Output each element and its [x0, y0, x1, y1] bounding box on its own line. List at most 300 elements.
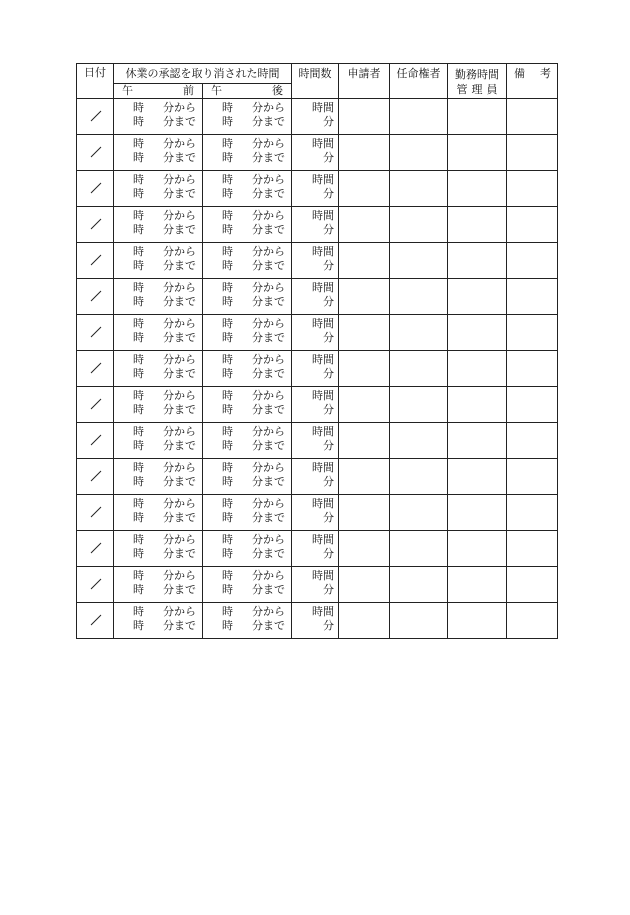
hours-cell[interactable] [292, 279, 339, 315]
am-end-min-label: 分まで [163, 619, 196, 632]
date-slash-icon [90, 578, 102, 590]
am-end-min-label: 分まで [163, 151, 196, 164]
table-body [77, 99, 558, 639]
remarks-cell[interactable] [507, 459, 558, 495]
hours-cell[interactable] [292, 99, 339, 135]
pm-end-min-label: 分まで [252, 547, 285, 560]
pm-time-cell[interactable] [203, 423, 292, 459]
date-cell[interactable] [77, 495, 114, 531]
am-time-cell[interactable] [114, 531, 203, 567]
am-end-hour-label: 時 [133, 583, 144, 596]
applicant-seal-cell[interactable] [339, 567, 390, 603]
pm-end-hour-label: 時 [222, 475, 233, 488]
header-hours: 時間数 [292, 64, 339, 99]
manager-seal-cell[interactable] [448, 603, 507, 639]
date-cell[interactable] [77, 99, 114, 135]
hours-unit-label: 時間 [312, 605, 334, 618]
am-end-min-label: 分まで [163, 367, 196, 380]
table-row [77, 495, 558, 531]
pm-start-hour-label: 時 [222, 605, 233, 618]
minutes-unit-label: 分 [323, 115, 334, 128]
date-slash-icon [90, 506, 102, 518]
pm-start-min-label: 分から [252, 245, 285, 258]
header-applicant: 申請者 [339, 64, 390, 99]
applicant-seal-cell[interactable] [339, 531, 390, 567]
pm-time-cell[interactable] [203, 495, 292, 531]
applicant-seal-cell[interactable] [339, 423, 390, 459]
remarks-cell[interactable] [507, 387, 558, 423]
remarks-cell[interactable] [507, 243, 558, 279]
hours-unit-label: 時間 [312, 533, 334, 546]
am-time-cell[interactable] [114, 423, 203, 459]
am-start-min-label: 分から [163, 389, 196, 402]
am-time-cell[interactable] [114, 279, 203, 315]
manager-label-line1: 勤務時間 [455, 68, 499, 81]
date-slash-icon [90, 218, 102, 230]
date-slash-icon [90, 362, 102, 374]
remarks-cell[interactable] [507, 531, 558, 567]
applicant-seal-cell[interactable] [339, 243, 390, 279]
am-start-min-label: 分から [163, 569, 196, 582]
am-start-hour-label: 時 [133, 101, 144, 114]
pm-start-min-label: 分から [252, 173, 285, 186]
pm-label-right: 後 [272, 84, 283, 97]
am-label-left: 午 [122, 84, 133, 97]
minutes-unit-label: 分 [323, 295, 334, 308]
am-end-min-label: 分まで [163, 511, 196, 524]
remarks-cell[interactable] [507, 171, 558, 207]
am-end-hour-label: 時 [133, 619, 144, 632]
table-row [77, 531, 558, 567]
manager-seal-cell[interactable] [448, 243, 507, 279]
am-end-hour-label: 時 [133, 511, 144, 524]
am-start-hour-label: 時 [133, 533, 144, 546]
date-cell[interactable] [77, 171, 114, 207]
pm-time-cell[interactable] [203, 459, 292, 495]
hours-unit-label: 時間 [312, 137, 334, 150]
am-start-hour-label: 時 [133, 605, 144, 618]
pm-time-cell[interactable] [203, 351, 292, 387]
authority-seal-cell[interactable] [390, 135, 448, 171]
pm-start-hour-label: 時 [222, 317, 233, 330]
header-work-time-manager [448, 64, 507, 99]
minutes-unit-label: 分 [323, 439, 334, 452]
applicant-seal-cell[interactable] [339, 99, 390, 135]
pm-end-min-label: 分まで [252, 367, 285, 380]
pm-start-min-label: 分から [252, 137, 285, 150]
am-end-hour-label: 時 [133, 439, 144, 452]
minutes-unit-label: 分 [323, 331, 334, 344]
am-start-hour-label: 時 [133, 497, 144, 510]
minutes-unit-label: 分 [323, 475, 334, 488]
date-slash-icon [90, 290, 102, 302]
am-time-cell[interactable] [114, 495, 203, 531]
pm-end-min-label: 分まで [252, 583, 285, 596]
table-row [77, 135, 558, 171]
pm-start-hour-label: 時 [222, 389, 233, 402]
hours-unit-label: 時間 [312, 569, 334, 582]
hours-unit-label: 時間 [312, 245, 334, 258]
pm-start-min-label: 分から [252, 461, 285, 474]
am-end-min-label: 分まで [163, 475, 196, 488]
pm-end-min-label: 分まで [252, 151, 285, 164]
remarks-cell[interactable] [507, 567, 558, 603]
remarks-label-right: 考 [540, 67, 551, 80]
date-cell[interactable] [77, 459, 114, 495]
table-row [77, 567, 558, 603]
pm-start-hour-label: 時 [222, 497, 233, 510]
authority-seal-cell[interactable] [390, 387, 448, 423]
manager-seal-cell[interactable] [448, 495, 507, 531]
am-time-cell[interactable] [114, 603, 203, 639]
authority-seal-cell[interactable] [390, 531, 448, 567]
pm-start-hour-label: 時 [222, 533, 233, 546]
pm-time-cell[interactable] [203, 135, 292, 171]
date-slash-icon [90, 182, 102, 194]
pm-start-min-label: 分から [252, 605, 285, 618]
pm-start-hour-label: 時 [222, 209, 233, 222]
date-cell[interactable] [77, 387, 114, 423]
leave-cancellation-form [76, 63, 557, 639]
minutes-unit-label: 分 [323, 403, 334, 416]
am-end-min-label: 分まで [163, 115, 196, 128]
pm-end-hour-label: 時 [222, 295, 233, 308]
table-row [77, 207, 558, 243]
date-cell[interactable] [77, 279, 114, 315]
pm-end-min-label: 分まで [252, 259, 285, 272]
am-time-cell[interactable] [114, 135, 203, 171]
authority-seal-cell[interactable] [390, 603, 448, 639]
minutes-unit-label: 分 [323, 259, 334, 272]
authority-seal-cell[interactable] [390, 567, 448, 603]
minutes-unit-label: 分 [323, 511, 334, 524]
am-start-hour-label: 時 [133, 281, 144, 294]
manager-seal-cell[interactable] [448, 351, 507, 387]
date-slash-icon [90, 434, 102, 446]
pm-end-min-label: 分まで [252, 619, 285, 632]
am-start-hour-label: 時 [133, 461, 144, 474]
pm-start-hour-label: 時 [222, 281, 233, 294]
hours-cell[interactable] [292, 207, 339, 243]
applicant-seal-cell[interactable] [339, 207, 390, 243]
am-start-min-label: 分から [163, 425, 196, 438]
date-cell[interactable] [77, 135, 114, 171]
pm-end-hour-label: 時 [222, 619, 233, 632]
pm-start-min-label: 分から [252, 497, 285, 510]
remarks-cell[interactable] [507, 207, 558, 243]
minutes-unit-label: 分 [323, 619, 334, 632]
date-cell[interactable] [77, 351, 114, 387]
date-cell[interactable] [77, 243, 114, 279]
pm-end-hour-label: 時 [222, 151, 233, 164]
remarks-cell[interactable] [507, 495, 558, 531]
minutes-unit-label: 分 [323, 583, 334, 596]
minutes-unit-label: 分 [323, 547, 334, 560]
hours-cell[interactable] [292, 135, 339, 171]
authority-seal-cell[interactable] [390, 171, 448, 207]
minutes-unit-label: 分 [323, 223, 334, 236]
hours-unit-label: 時間 [312, 497, 334, 510]
date-cell[interactable] [77, 531, 114, 567]
applicant-seal-cell[interactable] [339, 603, 390, 639]
pm-start-min-label: 分から [252, 353, 285, 366]
am-end-hour-label: 時 [133, 367, 144, 380]
pm-end-hour-label: 時 [222, 547, 233, 560]
manager-seal-cell[interactable] [448, 459, 507, 495]
pm-start-hour-label: 時 [222, 137, 233, 150]
manager-seal-cell[interactable] [448, 315, 507, 351]
pm-start-min-label: 分から [252, 533, 285, 546]
authority-seal-cell[interactable] [390, 243, 448, 279]
hours-cell[interactable] [292, 315, 339, 351]
date-slash-icon [90, 326, 102, 338]
date-slash-icon [90, 470, 102, 482]
manager-seal-cell[interactable] [448, 207, 507, 243]
am-end-min-label: 分まで [163, 439, 196, 452]
am-start-hour-label: 時 [133, 425, 144, 438]
minutes-unit-label: 分 [323, 367, 334, 380]
header-pm [203, 84, 292, 99]
hours-unit-label: 時間 [312, 173, 334, 186]
authority-seal-cell[interactable] [390, 207, 448, 243]
hours-unit-label: 時間 [312, 101, 334, 114]
hours-unit-label: 時間 [312, 353, 334, 366]
pm-end-min-label: 分まで [252, 115, 285, 128]
pm-end-hour-label: 時 [222, 223, 233, 236]
authority-seal-cell[interactable] [390, 279, 448, 315]
pm-end-min-label: 分まで [252, 223, 285, 236]
am-end-hour-label: 時 [133, 475, 144, 488]
hours-cell[interactable] [292, 495, 339, 531]
am-end-min-label: 分まで [163, 223, 196, 236]
am-time-cell[interactable] [114, 243, 203, 279]
am-start-min-label: 分から [163, 461, 196, 474]
remarks-cell[interactable] [507, 135, 558, 171]
table-row [77, 351, 558, 387]
hours-cell[interactable] [292, 459, 339, 495]
pm-time-cell[interactable] [203, 603, 292, 639]
leave-cancellation-table [76, 63, 558, 639]
date-slash-icon [90, 146, 102, 158]
pm-start-min-label: 分から [252, 101, 285, 114]
hours-cell[interactable] [292, 243, 339, 279]
hours-cell[interactable] [292, 423, 339, 459]
applicant-seal-cell[interactable] [339, 171, 390, 207]
manager-seal-cell[interactable] [448, 423, 507, 459]
am-end-hour-label: 時 [133, 547, 144, 560]
pm-start-min-label: 分から [252, 281, 285, 294]
pm-end-hour-label: 時 [222, 583, 233, 596]
pm-start-min-label: 分から [252, 569, 285, 582]
am-time-cell[interactable] [114, 351, 203, 387]
applicant-seal-cell[interactable] [339, 387, 390, 423]
pm-time-cell[interactable] [203, 243, 292, 279]
pm-start-hour-label: 時 [222, 425, 233, 438]
hours-cell[interactable] [292, 567, 339, 603]
remarks-cell[interactable] [507, 279, 558, 315]
table-row [77, 243, 558, 279]
am-end-hour-label: 時 [133, 223, 144, 236]
authority-seal-cell[interactable] [390, 423, 448, 459]
hours-unit-label: 時間 [312, 389, 334, 402]
applicant-seal-cell[interactable] [339, 135, 390, 171]
manager-seal-cell[interactable] [448, 387, 507, 423]
manager-seal-cell[interactable] [448, 531, 507, 567]
am-time-cell[interactable] [114, 99, 203, 135]
pm-time-cell[interactable] [203, 171, 292, 207]
manager-seal-cell[interactable] [448, 567, 507, 603]
table-row [77, 99, 558, 135]
am-start-min-label: 分から [163, 245, 196, 258]
table-row [77, 459, 558, 495]
date-cell[interactable] [77, 423, 114, 459]
pm-end-hour-label: 時 [222, 367, 233, 380]
authority-seal-cell[interactable] [390, 351, 448, 387]
date-slash-icon [90, 254, 102, 266]
pm-time-cell[interactable] [203, 99, 292, 135]
date-slash-icon [90, 542, 102, 554]
am-start-min-label: 分から [163, 605, 196, 618]
pm-time-cell[interactable] [203, 531, 292, 567]
authority-seal-cell[interactable] [390, 495, 448, 531]
applicant-seal-cell[interactable] [339, 279, 390, 315]
pm-end-min-label: 分まで [252, 439, 285, 452]
table-row [77, 171, 558, 207]
am-start-min-label: 分から [163, 173, 196, 186]
am-end-hour-label: 時 [133, 331, 144, 344]
pm-start-hour-label: 時 [222, 461, 233, 474]
header-date: 日付 [77, 64, 114, 99]
am-end-min-label: 分まで [163, 547, 196, 560]
am-time-cell[interactable] [114, 387, 203, 423]
manager-label-line2: 管理員 [456, 83, 502, 96]
header-remarks [507, 64, 558, 99]
am-start-min-label: 分から [163, 281, 196, 294]
pm-end-min-label: 分まで [252, 475, 285, 488]
table-row [77, 603, 558, 639]
am-start-hour-label: 時 [133, 317, 144, 330]
manager-seal-cell[interactable] [448, 171, 507, 207]
pm-end-min-label: 分まで [252, 403, 285, 416]
remarks-cell[interactable] [507, 603, 558, 639]
pm-end-min-label: 分まで [252, 331, 285, 344]
pm-time-cell[interactable] [203, 315, 292, 351]
table-row [77, 315, 558, 351]
date-cell[interactable] [77, 207, 114, 243]
applicant-seal-cell[interactable] [339, 495, 390, 531]
am-start-hour-label: 時 [133, 569, 144, 582]
am-end-hour-label: 時 [133, 115, 144, 128]
pm-start-min-label: 分から [252, 209, 285, 222]
hours-cell[interactable] [292, 387, 339, 423]
applicant-seal-cell[interactable] [339, 459, 390, 495]
remarks-cell[interactable] [507, 315, 558, 351]
am-start-min-label: 分から [163, 497, 196, 510]
pm-start-hour-label: 時 [222, 173, 233, 186]
pm-start-min-label: 分から [252, 389, 285, 402]
date-cell[interactable] [77, 315, 114, 351]
am-time-cell[interactable] [114, 459, 203, 495]
pm-start-min-label: 分から [252, 425, 285, 438]
am-start-hour-label: 時 [133, 137, 144, 150]
date-slash-icon [90, 398, 102, 410]
date-slash-icon [90, 110, 102, 122]
hours-cell[interactable] [292, 531, 339, 567]
pm-end-min-label: 分まで [252, 511, 285, 524]
pm-start-hour-label: 時 [222, 101, 233, 114]
am-label-right: 前 [183, 84, 194, 97]
header-appointing-authority: 任命権者 [390, 64, 448, 99]
am-end-hour-label: 時 [133, 151, 144, 164]
remarks-cell[interactable] [507, 99, 558, 135]
am-end-min-label: 分まで [163, 583, 196, 596]
hours-cell[interactable] [292, 603, 339, 639]
am-end-hour-label: 時 [133, 403, 144, 416]
remarks-cell[interactable] [507, 423, 558, 459]
manager-seal-cell[interactable] [448, 99, 507, 135]
pm-time-cell[interactable] [203, 207, 292, 243]
am-end-hour-label: 時 [133, 187, 144, 200]
pm-start-min-label: 分から [252, 317, 285, 330]
manager-seal-cell[interactable] [448, 135, 507, 171]
am-start-min-label: 分から [163, 101, 196, 114]
am-time-cell[interactable] [114, 171, 203, 207]
authority-seal-cell[interactable] [390, 315, 448, 351]
minutes-unit-label: 分 [323, 187, 334, 200]
table-row [77, 423, 558, 459]
am-time-cell[interactable] [114, 567, 203, 603]
pm-end-hour-label: 時 [222, 115, 233, 128]
am-end-hour-label: 時 [133, 295, 144, 308]
hours-unit-label: 時間 [312, 461, 334, 474]
authority-seal-cell[interactable] [390, 459, 448, 495]
date-cell[interactable] [77, 567, 114, 603]
am-time-cell[interactable] [114, 315, 203, 351]
table-row [77, 387, 558, 423]
applicant-seal-cell[interactable] [339, 315, 390, 351]
pm-end-hour-label: 時 [222, 331, 233, 344]
manager-seal-cell[interactable] [448, 279, 507, 315]
table-row [77, 279, 558, 315]
applicant-seal-cell[interactable] [339, 351, 390, 387]
pm-start-hour-label: 時 [222, 569, 233, 582]
hours-unit-label: 時間 [312, 281, 334, 294]
am-time-cell[interactable] [114, 207, 203, 243]
am-end-hour-label: 時 [133, 259, 144, 272]
pm-label-left: 午 [211, 84, 222, 97]
minutes-unit-label: 分 [323, 151, 334, 164]
am-start-hour-label: 時 [133, 173, 144, 186]
pm-time-cell[interactable] [203, 387, 292, 423]
date-cell[interactable] [77, 603, 114, 639]
am-start-hour-label: 時 [133, 245, 144, 258]
hours-cell[interactable] [292, 351, 339, 387]
pm-time-cell[interactable] [203, 567, 292, 603]
am-end-min-label: 分まで [163, 187, 196, 200]
authority-seal-cell[interactable] [390, 99, 448, 135]
pm-start-hour-label: 時 [222, 245, 233, 258]
pm-end-min-label: 分まで [252, 187, 285, 200]
pm-time-cell[interactable] [203, 279, 292, 315]
hours-unit-label: 時間 [312, 317, 334, 330]
am-start-min-label: 分から [163, 533, 196, 546]
am-start-hour-label: 時 [133, 353, 144, 366]
am-end-min-label: 分まで [163, 295, 196, 308]
am-start-min-label: 分から [163, 317, 196, 330]
hours-cell[interactable] [292, 171, 339, 207]
remarks-cell[interactable] [507, 351, 558, 387]
am-start-min-label: 分から [163, 353, 196, 366]
